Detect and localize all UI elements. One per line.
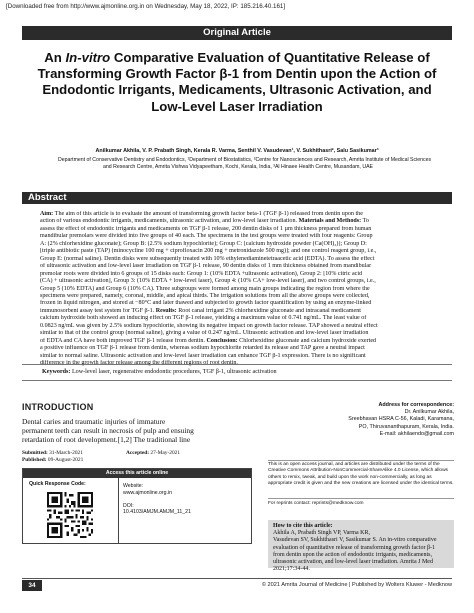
title-line-4: Low-Level Laser Irradiation [151, 98, 323, 114]
abstract-label: Abstract [28, 192, 67, 203]
title-line-2: Transforming Growth Factor β-1 from Dentin upon the Action of [37, 66, 437, 82]
abstract-text: frozen in liquid nitrogen, and stored at −80°C and later thawed and subjected to growth factor quantification by using an enzyme-linked [40, 300, 372, 307]
abstract-text: Group E: (normal saline). Dentin disks were subsequently treated with 10% ethylenediaminetetraacetic acid (EDTA). To assess the effect [40, 255, 375, 262]
submitted-value: 31-March-2021 [47, 450, 83, 456]
abstract-line [40, 308, 448, 315]
abstract-text: premolar roots were divided into 6 groups of 15 disks each: Group 1: (10% EDTA +ultrasonic activation), Group 2: [10% citric acid [40, 270, 363, 277]
citation-line: 2021;17:34-44. [273, 566, 310, 573]
correspondence-line: Sreebhavan HSRA C-56, Kaladi, Karamana, [348, 416, 454, 423]
abstract-text: calcium hydroxide both showed an inducing effect on TGF β-1 release, yielding a maximum value of 0.741 ng/mL. The least value of [40, 315, 367, 322]
intro-line: permanent teeth can result in necrosis of pulp and ensuing [22, 426, 194, 436]
intro-line: retardation of root development.[1,2] The traditional line [22, 435, 191, 445]
abstract-bar [22, 192, 452, 204]
abstract-text: The aim of this article is to evaluate the amount of transforming growth factor beta-1 (TGF β-1) released from dentin upon the [54, 211, 363, 217]
publication-dates [22, 450, 252, 464]
abstract-line [40, 338, 448, 345]
abstract-line [40, 248, 448, 255]
section-label-bar [22, 26, 452, 40]
abstract-body [40, 211, 448, 368]
citation-line: evaluation of quantitative release of transforming growth factor β-1 [273, 544, 435, 551]
download-notice: [Downloaded free from http://www.ajmonline.org.in on Wednesday, May 18, 2022, IP: 185.216.40.161] [6, 3, 286, 10]
divider [22, 380, 452, 381]
license-line: This is an open access journal, and articles are distributed under the terms of the [268, 462, 440, 467]
abstract-section-label: Conclusion: [206, 337, 238, 344]
abstract-line [40, 218, 448, 225]
abstract-line [40, 241, 448, 248]
keywords-text: Low-level laser, regenerative endodontic procedures, TGF β-1, ultrasonic activation [70, 369, 277, 375]
affiliation-line: and Research Centre, Amrita Vishwa Vidyapeetham, Kochi, Kerala, India, ³Al Hinaee Health Centre, Musandam, UAE [103, 163, 373, 170]
access-box-header: Access this article online [23, 469, 251, 478]
abstract-line [40, 293, 448, 300]
citation-line: ultrasonic activation, and low-level laser irradiation. Amrita J Med [273, 559, 433, 566]
submitted-date [22, 450, 83, 456]
introduction-text [22, 417, 252, 445]
abstract-text: To [361, 218, 369, 225]
abstract-line [40, 323, 448, 330]
affiliation-line: Department of Conservative Dentistry and Endodontics, ¹Department of Biostatistics, ²Centre for Nanosciences and Research, Amrita Institute of Medical Sciences [58, 157, 432, 163]
correspondence-name: Dr. Anilkumar Akhila, [404, 409, 454, 416]
accepted-date [126, 450, 180, 457]
abstract-text: A: (2% chlorhexidine gluconate); Group B: (2.5% sodium hypochlorite); Group C: [calcium hydroxide powder (Ca(OH)₂)]; Group D: [40, 240, 367, 247]
website-link[interactable]: www.ajmonline.org.in [123, 489, 173, 496]
correspondence-label: Address for correspondence: [378, 402, 454, 408]
abstract-text: assess the effect of endodontic irrigants and medicaments on TGF β-1 release, 200 dentin disks of 1 µm thickness prepared from human [40, 225, 372, 232]
abstract-line [40, 315, 448, 322]
footer-divider [22, 578, 452, 579]
reprints-contact[interactable]: For reprints contact: reprints@medknow.com [268, 501, 364, 506]
access-details [123, 483, 249, 516]
abstract-line [40, 300, 448, 307]
keywords [42, 369, 277, 375]
abstract-text: Root canal irrigant 2% chlorhexidine gluconate and intracanal medicament [176, 307, 361, 314]
abstract-line [40, 271, 448, 278]
submitted-label: Submitted: [22, 450, 48, 456]
correspondence-heading [268, 402, 454, 416]
citation-label: How to cite this article: [273, 523, 333, 529]
title-prefix: An [44, 50, 66, 65]
correspondence-address [268, 402, 454, 438]
author-list: Anilkumar Akhila, V. P. Prabath Singh, Kerala R. Varma, Senthil V. Vasudevan¹, V. Sukhithasri², Salu Sasikumar³ [95, 148, 379, 154]
abstract-text: Group 5 (10% EDTA) and Group 6 (10% CA). Three subgroups were formed among main groups indicating the region from where the [40, 285, 370, 292]
abstract-line [40, 226, 448, 233]
published-label: Published: [22, 457, 47, 463]
keywords-label: Keywords: [42, 369, 71, 375]
abstract-line [40, 345, 448, 352]
qr-panel [23, 478, 119, 544]
license-text [268, 462, 454, 488]
doi-link[interactable]: 10.4103/AMJM.AMJM_11_21 [123, 509, 191, 516]
license-line: others to remix, tweak, and build upon the work non-commercially, as long as [268, 474, 432, 480]
abstract-line [40, 330, 448, 337]
divider [268, 498, 454, 499]
citation-line: Vasudevan SV, Sukhithasri V, Sasikumar S. An in-vitro comparative [273, 537, 437, 544]
divider [22, 364, 452, 365]
citation-line: Akhila A, Prabath Singh VP, Varma KR, [273, 530, 370, 537]
abstract-text: a positive influence on TGF β-1 release from dentin, whereas sodium hypochlorite retarded its release and TAP gave a neutral impact [40, 345, 365, 352]
intro-line: Dental caries and traumatic injuries of immature [22, 417, 166, 426]
abstract-line [40, 263, 448, 270]
published-value: 09-August-2021 [46, 457, 84, 463]
license-line: Creative Commons Attribution-NonCommercial-ShareAlike 4.0 License, which allows [268, 468, 448, 474]
abstract-section-label: Results: [155, 307, 177, 314]
divider [268, 460, 454, 461]
abstract-line [40, 353, 448, 360]
article-title [22, 50, 452, 115]
citation-box [268, 520, 454, 573]
abstract-line [40, 211, 448, 218]
license-line: appropriate credit is given and the new creations are licensed under the identical terms. [268, 481, 454, 487]
abstract-text: mandibular premolars were divided into five groups of 40 each. The specimens in the test groups were treated with four reagents: Group [40, 233, 373, 240]
website-label: Website: [123, 483, 144, 489]
abstract-line [40, 256, 448, 263]
qr-code-icon[interactable] [47, 492, 93, 538]
abstract-line [40, 233, 448, 240]
title-line-1 [22, 50, 452, 66]
abstract-text: similar to normal saline. Ultrasonic activation and low-level laser irradiation can enhance TGF β-1 expression. There is no significant [40, 352, 366, 359]
abstract-text: action of various endodontic irrigants, medicaments, ultrasonic activation, and low-level laser irradiation. [40, 218, 299, 225]
abstract-line [40, 286, 448, 293]
abstract-text: [triple antibiotic paste (TAP) (minocycline 100 mg + ciprofloxacin 200 mg + metronidazole 500 mg)]; and one control reagent group, i.e., [40, 248, 377, 255]
access-online-box [22, 468, 252, 544]
introduction-heading: INTRODUCTION [22, 402, 94, 412]
abstract-section-label: Materials and Methods: [298, 218, 362, 225]
correspondence-email[interactable]: E-mail: akhilaendo@gmail.com [379, 430, 454, 437]
abstract-text: immunosorbent assay test system for TGF β-1. [40, 307, 156, 314]
abstract-text: of EDTA and CA have both improved TGF β-1 release from dentin. [40, 337, 207, 344]
accepted-value: 27-May-2021 [149, 450, 181, 456]
citation-first-line [273, 523, 449, 537]
abstract-text: 0.0823 ng/mL was given by 2.5% sodium hypochlorite, showing its negative impact on growth factor release. TAP showed a neutral effect [40, 322, 378, 329]
abstract-text: of ultrasonic activation and low-level laser irradiation on TGF β-1 release, 90 dentin disks of 1 mm thickness obtained from mandibular [40, 263, 372, 270]
abstract-text: specimens were prepared, namely, coronal, middle, and apical thirds. The irrigation solutions from all the above groups were collected, [40, 292, 370, 299]
doi-label: DOI: [123, 502, 134, 509]
page-number: 34 [22, 580, 42, 591]
abstract-text: Chlorhexidine gluconate and calcium hydroxide exerted [237, 337, 377, 344]
abstract-line [40, 278, 448, 285]
published-date [22, 457, 83, 463]
section-label: Original Article [203, 27, 271, 38]
abstract-text: similar to that of the control group (normal saline), giving a value of 0.247 ng/mL. Ultrasonic activation and low-level laser irradiation [40, 330, 369, 337]
copyright-notice: © 2021 Amrita Journal of Medicine | Published by Wolters Kluwer - Medknow [261, 582, 452, 588]
title-italic: In-vitro [65, 50, 111, 65]
qr-label: Quick Response Code: [29, 481, 86, 487]
correspondence-line: PO, Thiruvananthapuram, Kerala, India. [358, 423, 454, 430]
title-suffix: Comparative Evaluation of Quantitative Release of [110, 50, 430, 65]
correspondence-panel [268, 402, 454, 512]
abstract-text: (CA) + ultrasonic activation], Group 3: (10% EDTA + low-level laser), Group 4: (10% CA+ low-level laser), and two control groups, i.e., [40, 278, 376, 285]
affiliations [58, 157, 432, 171]
title-line-3: Endodontic Irrigants, Medicaments, Ultrasonic Activation, and [42, 82, 432, 98]
citation-line: from dentin upon the action of endodontic irrigants, medicaments, [273, 551, 432, 558]
abstract-section-label: Aim: [40, 211, 55, 217]
accepted-label: Accepted: [126, 450, 150, 456]
